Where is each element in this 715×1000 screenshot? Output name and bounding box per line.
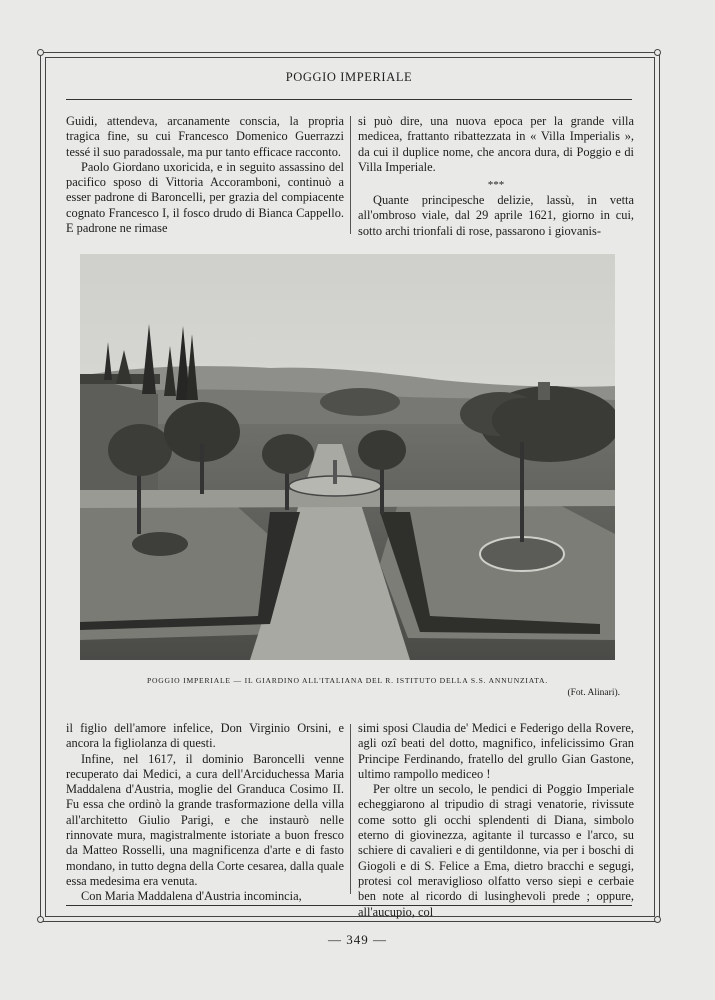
column-divider xyxy=(350,116,351,234)
top-right-column xyxy=(358,114,634,239)
photo-credit: (Fot. Alinari). xyxy=(567,688,620,698)
header-rule xyxy=(66,99,632,100)
garden-illustration xyxy=(80,254,615,660)
paragraph: Con Maria Maddalena d'Austria incomincia, xyxy=(81,889,302,904)
top-left-column xyxy=(66,114,344,236)
frame-corner-ornament xyxy=(654,916,661,923)
page-number: — 349 — xyxy=(328,932,387,947)
frame-corner-ornament xyxy=(654,49,661,56)
section-separator: *** xyxy=(487,179,505,192)
paragraph: Paolo Giordano uxoricida, e in seguito assassino del pacifico sposo di Vittoria Accoramboni, continuò a esser padrone di Baroncelli, per grazia del compiacente cognato Francesco I, il fosco drudo di Bianca Cappello. E padrone ne rimase xyxy=(66,159,344,236)
paragraph: simi sposi Claudia de' Medici e Federigo della Rovere, agli ozî beati del dotto, magnifico, infelicissimo Gran Principe Ferdinando, fratello del grullo Gian Gastone, ultimo rampollo mediceo ! xyxy=(358,721,634,781)
paragraph: il figlio dell'amore infelice, Don Virginio Orsini, e ancora la figliolanza di questi. xyxy=(66,721,344,751)
paragraph: Quante principesche delizie, lassù, in vetta all'ombroso viale, dal 29 aprile 1621, giorno in cui, sotto archi trionfali di rose, passarono i giovanis- xyxy=(358,193,634,238)
frame-corner-ornament xyxy=(37,49,44,56)
figure-caption: POGGIO IMPERIALE — IL GIARDINO ALL'ITALIANA DEL R. ISTITUTO DELLA S.S. ANNUNZIATA. xyxy=(146,676,549,685)
paragraph: si può dire, una nuova epoca per la grande villa medicea, frattanto ribattezzata in « Villa Imperialis », da cui il duplice nome, che ancora dura, di Poggio e di Villa Imperiale. xyxy=(358,114,634,174)
paragraph: Per oltre un secolo, le pendici di Poggio Imperiale echeggiarono al tripudio di stragi venatorie, rivissute come sotto gli occhi splendenti di Diana, simbolo eterno di giovinezza, agitante il turcasso e l'arco, su schiere di cavalieri e di gentildonne, via per i boschi di Giogoli e di S. Felice a Ema, dietro bracchi e segugi, protesi col meraviglioso olfatto verso siepi e cerbaie ben note al ricordo di lusinghevoli prede ; oppure, all'aucupio, col xyxy=(358,782,634,919)
paragraph: Infine, nel 1617, il dominio Baroncelli venne recuperato dai Medici, a cura dell'Arciduchessa Maria Maddalena d'Austria, moglie del Granduca Cosimo II. Fu essa che ordinò la grande trasformazione della villa all'architetto Giulio Parigi, e che instaurò nelle rinnovate mura, magistralmente istoriate a buon fresco da Matteo Rosselli, una magnificenza d'arte e di fasto mondano, in tutto degna della Corte cesarea, dalla quale essa medesima era venuta. xyxy=(66,751,344,888)
paragraph: Guidi, attendeva, arcanamente conscia, la propria tragica fine, su cui Francesco Domenico Guerrazzi tessé il suo paradossale, ma pur tanto efficace racconto. xyxy=(66,114,344,159)
bottom-right-column xyxy=(358,721,634,920)
garden-photograph xyxy=(80,254,615,660)
column-divider xyxy=(350,724,351,894)
frame-corner-ornament xyxy=(37,916,44,923)
bottom-left-column xyxy=(66,721,344,905)
footer-rule xyxy=(66,905,632,906)
running-head: POGGIO IMPERIALE xyxy=(285,70,413,84)
